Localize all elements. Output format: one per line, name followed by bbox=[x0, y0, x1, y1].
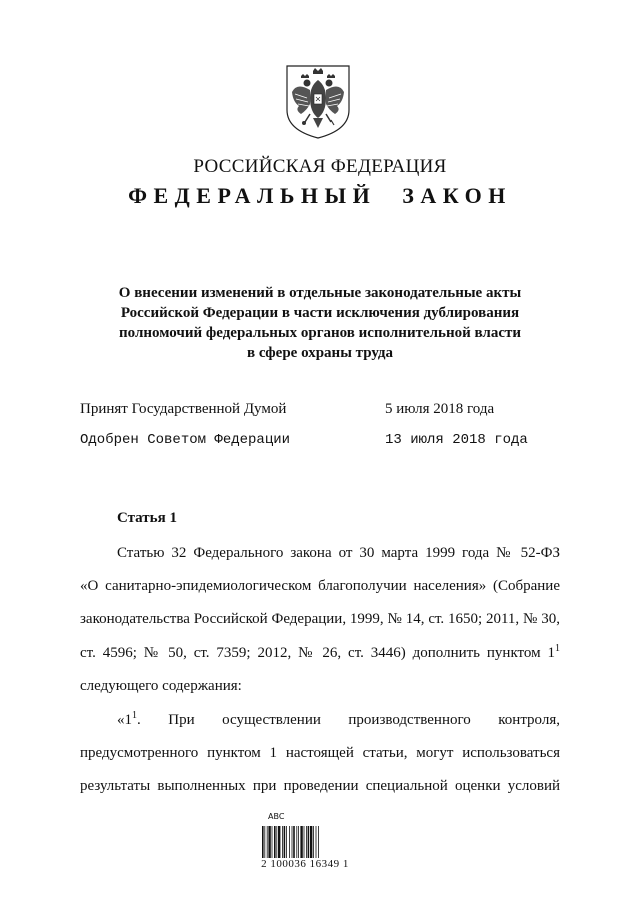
article-text-line: следующего содержания: bbox=[80, 678, 242, 694]
law-title-line: Российской Федерации в части исключения дублирования bbox=[120, 305, 520, 321]
barcode-bar bbox=[300, 826, 302, 858]
barcode-bar bbox=[286, 826, 287, 858]
barcode-bar bbox=[306, 826, 307, 858]
document-type: ФЕДЕРАЛЬНЫЙ ЗАКОН bbox=[128, 183, 512, 208]
barcode-bar bbox=[318, 826, 319, 858]
council-approval-date: 13 июля 2018 года bbox=[385, 432, 528, 448]
barcode-mark: ABC bbox=[268, 812, 285, 821]
barcode-image bbox=[262, 826, 348, 858]
law-title bbox=[60, 283, 580, 363]
article-text-line: ст. 4596; № 50, ст. 7359; 2012, № 26, ст. 3446) дополнить пунктом $1^1$ bbox=[80, 643, 560, 661]
article-text-line: «$1^1$. При осуществлении производственного контроля, bbox=[117, 710, 560, 728]
council-approval-label: Одобрен Советом Федерации bbox=[80, 432, 291, 448]
barcode-bar bbox=[296, 826, 297, 858]
barcode-bar bbox=[278, 826, 280, 858]
barcode-bar bbox=[293, 826, 295, 858]
article-text-line: результаты выполненных при проведении специальной оценки условий bbox=[80, 778, 560, 794]
barcode-bar bbox=[272, 826, 273, 858]
barcode-bar bbox=[310, 826, 312, 858]
article-text-line: «О санитарно-эпидемиологическом благополучии населения» (Собрание bbox=[80, 578, 560, 594]
barcode-bar bbox=[282, 826, 283, 858]
superscript: 1 bbox=[555, 643, 560, 654]
barcode-bar bbox=[262, 826, 264, 858]
barcode-bar bbox=[267, 826, 268, 858]
duma-adoption-date: 5 июля 2018 года bbox=[385, 401, 495, 417]
barcode-number: 2 100036 16349 1 bbox=[261, 858, 349, 870]
barcode-bar bbox=[276, 826, 277, 858]
barcode-bar bbox=[289, 826, 290, 858]
article-text-line: законодательства Российской Федерации, 1999, № 14, ст. 1650; 2011, № 30, bbox=[80, 611, 560, 627]
duma-adoption-label: Принят Государственной Думой bbox=[80, 401, 287, 417]
barcode-bar bbox=[313, 826, 314, 858]
law-title-line: О внесении изменений в отдельные законодательные акты bbox=[118, 285, 522, 301]
law-title-line: полномочий федеральных органов исполнительной власти bbox=[119, 325, 521, 341]
barcode-bar bbox=[308, 826, 310, 858]
article-heading: Статья 1 bbox=[117, 510, 177, 526]
barcode-bar bbox=[292, 826, 293, 858]
barcode-bar bbox=[304, 826, 305, 858]
barcode-bar bbox=[316, 826, 317, 858]
article-text-line: предусмотренного пунктом 1 настоящей статьи, могут использоваться bbox=[80, 745, 560, 761]
coat-of-arms-emblem bbox=[283, 62, 353, 140]
superscript: 1 bbox=[132, 710, 137, 721]
barcode-bar bbox=[264, 826, 265, 858]
country-name: РОССИЙСКАЯ ФЕДЕРАЦИЯ bbox=[193, 156, 447, 177]
barcode-bar bbox=[298, 826, 299, 858]
law-title-line: в сфере охраны труда bbox=[246, 345, 393, 361]
barcode-bar bbox=[274, 826, 276, 858]
article-text-line: Статью 32 Федерального закона от 30 марта 1999 года № 52-ФЗ bbox=[117, 545, 560, 561]
barcode-bar bbox=[268, 826, 270, 858]
barcode-bar bbox=[284, 826, 286, 858]
